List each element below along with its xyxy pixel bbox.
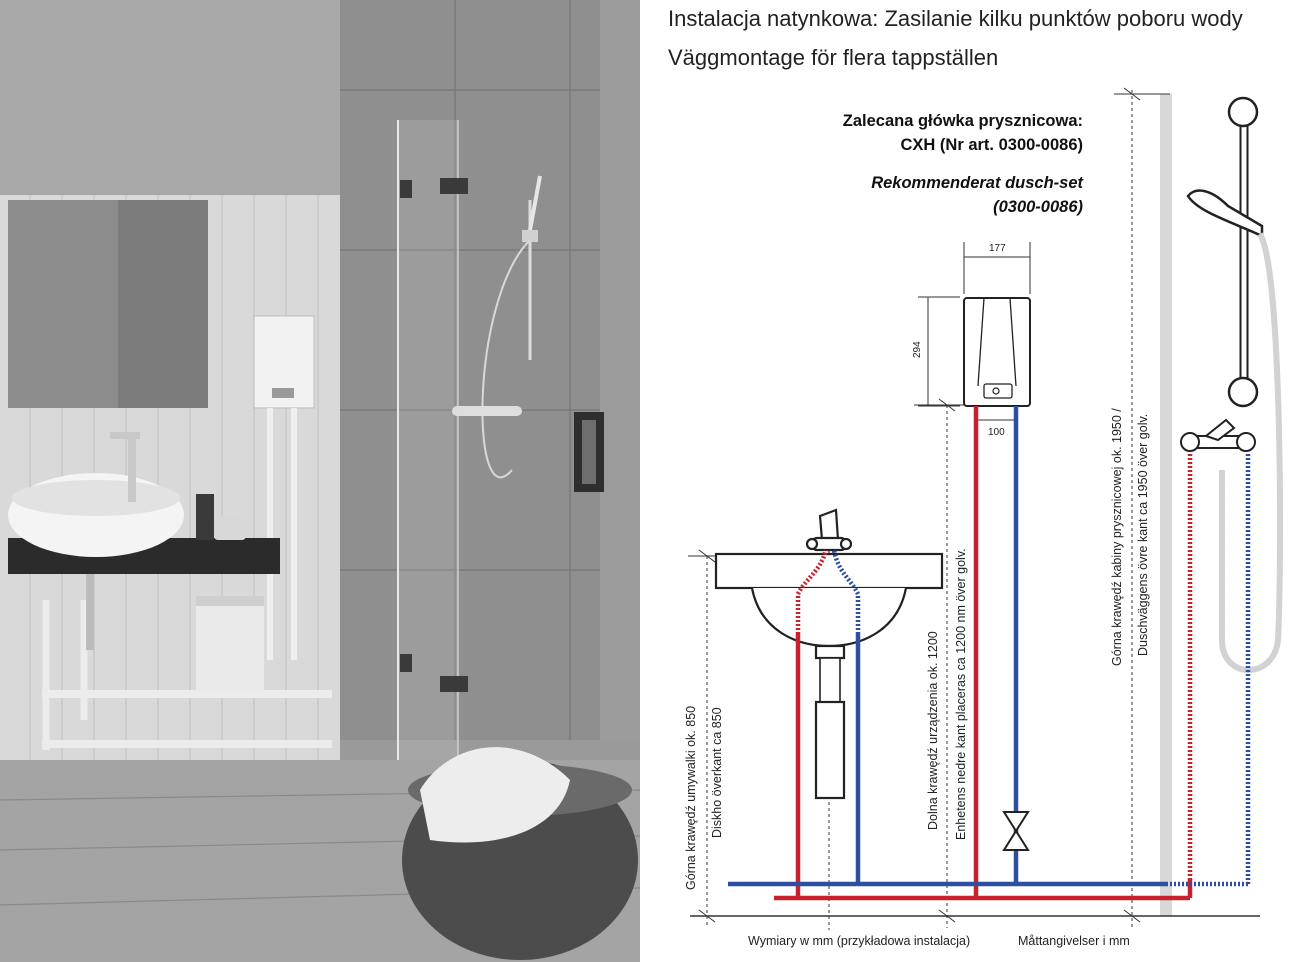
footer-sv: Måttangivelser i mm <box>1018 934 1130 948</box>
bathroom-photo <box>0 0 640 962</box>
recommendation-sv-line1: Rekommenderat dusch-set <box>871 174 1083 192</box>
cold-water-pipes-concealed <box>834 452 1248 884</box>
footer-pl: Wymiary w mm (przykładowa instalacja) <box>748 934 971 948</box>
label-unit-sv: Enhetens nedre kant placeras ca 1200 nm över golv. <box>954 548 968 840</box>
dimension-width: 177 <box>989 243 1006 254</box>
title-pl: Instalacja natynkowa: Zasilanie kilku punktów poboru wody <box>668 6 1243 31</box>
label-basin-pl: Górna krawędź umywalki ok. 850 <box>684 705 698 890</box>
shower-mixer <box>1181 420 1255 451</box>
installation-diagram <box>640 0 1303 962</box>
label-basin-sv: Diskho överkant ca 850 <box>710 707 724 838</box>
label-unit-pl: Dolna krawędź urządzenia ok. 1200 <box>926 631 940 830</box>
wash-basin <box>716 510 942 798</box>
recommendation-pl-line2: CXH (Nr art. 0300-0086) <box>900 136 1083 154</box>
water-heater <box>964 298 1030 406</box>
dimension-pipe-spacing: 100 <box>988 427 1005 438</box>
dimension-height: 294 <box>912 341 923 358</box>
recommendation-sv-line2: (0300-0086) <box>993 198 1083 216</box>
shower-wall <box>1160 94 1172 916</box>
title-sv: Väggmontage för flera tappställen <box>668 45 999 70</box>
label-shower-sv: Duschväggens övre kant ca 1950 över golv. <box>1136 413 1150 656</box>
recommendation-pl-line1: Zalecana główka prysznicowa: <box>842 112 1083 130</box>
label-shower-pl: Górna krawędź kabiny prysznicowej ok. 1950 / <box>1110 408 1124 666</box>
shutoff-valve <box>1004 812 1028 850</box>
shower-set <box>1188 98 1280 670</box>
